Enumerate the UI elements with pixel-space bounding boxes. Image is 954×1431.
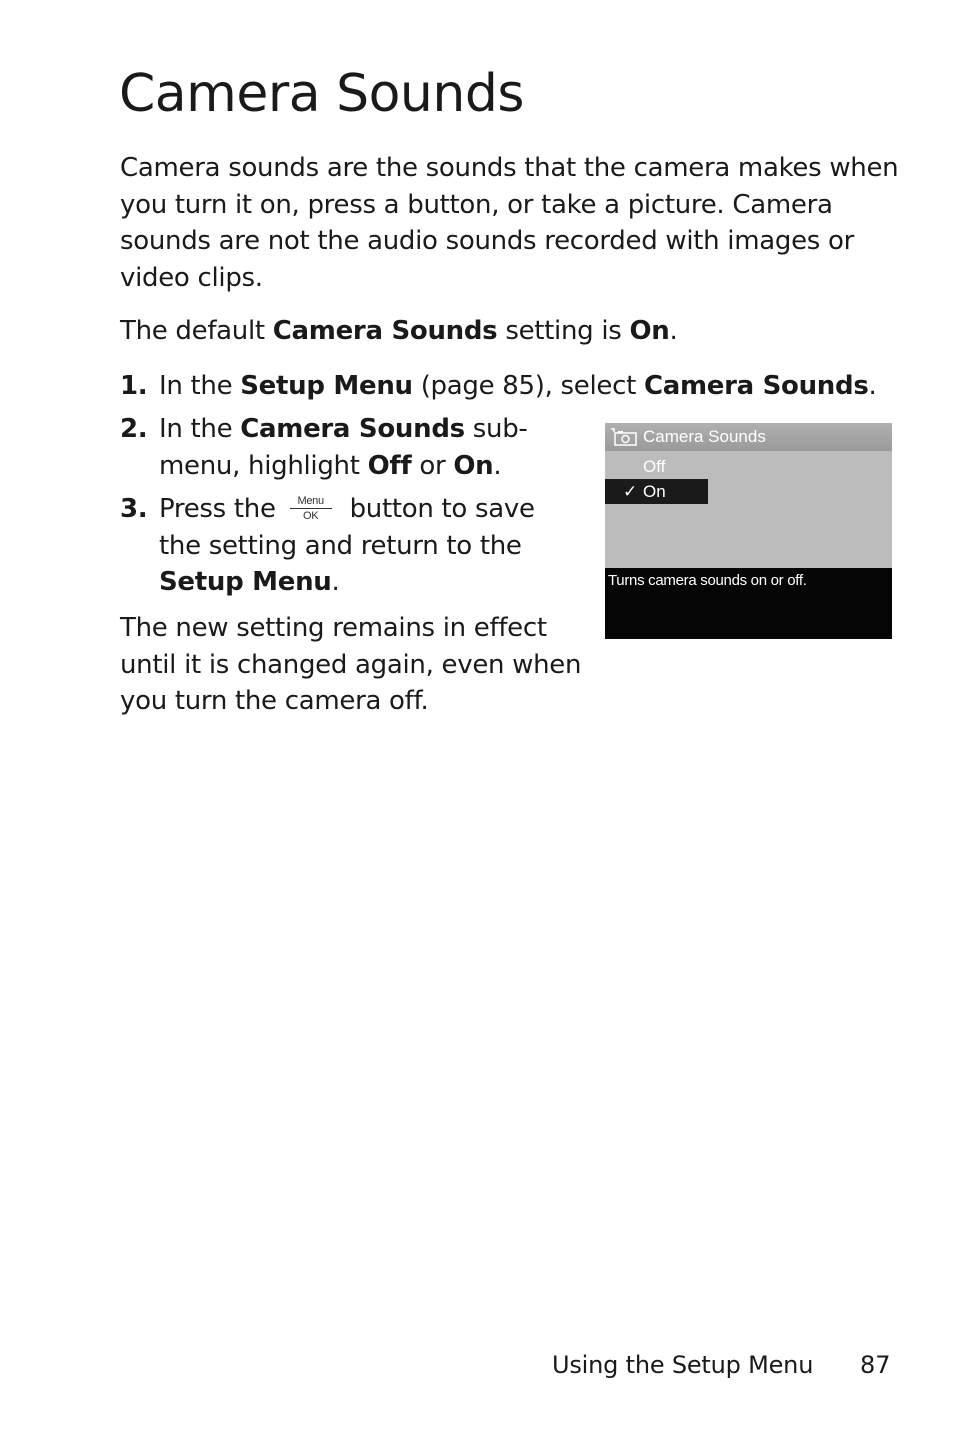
step-text [159, 491, 559, 601]
screen-header [605, 423, 892, 451]
menu-ok-button-icon [290, 495, 332, 525]
step-2-off: Off [367, 450, 412, 481]
menu-ok-icon-bottom: OK [302, 509, 319, 522]
menu-ok-icon-top: Menu [290, 495, 332, 509]
step-1-text-a: In the [159, 371, 241, 401]
screen-title: Camera Sounds [643, 427, 766, 446]
default-prefix: The default [120, 316, 273, 346]
step-number: 2. [120, 414, 148, 444]
step-1-text-b: (page 85), select [412, 371, 644, 401]
camera-screen-image [605, 423, 892, 639]
default-setting-name: Camera Sounds [272, 316, 498, 346]
screen-help-bar [605, 568, 892, 639]
intro-paragraph: Camera sounds are the sounds that the camera makes when you turn it on, press a button, or take a picture. Camera sounds are not the audio sounds recorded with images or video clips. [120, 153, 899, 293]
step-2-text-d: . [493, 450, 502, 481]
check-icon: ✓ [623, 482, 638, 501]
screen-help-text: Turns camera sounds on or off. [608, 572, 807, 589]
step-2-text-c: or [411, 450, 454, 481]
effect-paragraph: The new setting remains in effect until it is changed again, even when you turn the camera off. [120, 613, 582, 716]
step-text [159, 411, 589, 484]
default-suffix: . [669, 316, 678, 346]
step-2-text-b: sub-menu, highlight [159, 414, 528, 481]
camera-icon [610, 428, 638, 446]
footer-page-number: 87 [860, 1351, 891, 1379]
option-on-selected [605, 479, 708, 504]
step-3-text-c: . [331, 567, 340, 597]
default-value: On [629, 316, 670, 346]
step-number: 1. [120, 371, 148, 401]
step-2-camera-sounds: Camera Sounds [240, 414, 465, 444]
step-number: 3. [120, 494, 148, 524]
option-on-label: On [643, 482, 666, 501]
default-setting-paragraph [120, 313, 677, 350]
default-middle: setting is [497, 316, 630, 346]
step-2-text-a: In the [159, 414, 241, 444]
footer-section-title: Using the Setup Menu [552, 1351, 814, 1379]
step-3-text-a: Press the [159, 494, 284, 524]
step-1-setup-menu: Setup Menu [240, 371, 413, 401]
step-3-setup-menu: Setup Menu [159, 567, 332, 597]
step-1-camera-sounds: Camera Sounds [643, 371, 869, 401]
step-1-text-c: . [868, 371, 877, 401]
option-off: Off [643, 457, 666, 476]
page-title: Camera Sounds [119, 64, 524, 124]
step-text [159, 368, 876, 405]
step-3-text-b: button to save the setting and return to the [159, 494, 535, 561]
step-2-on: On [453, 450, 494, 481]
